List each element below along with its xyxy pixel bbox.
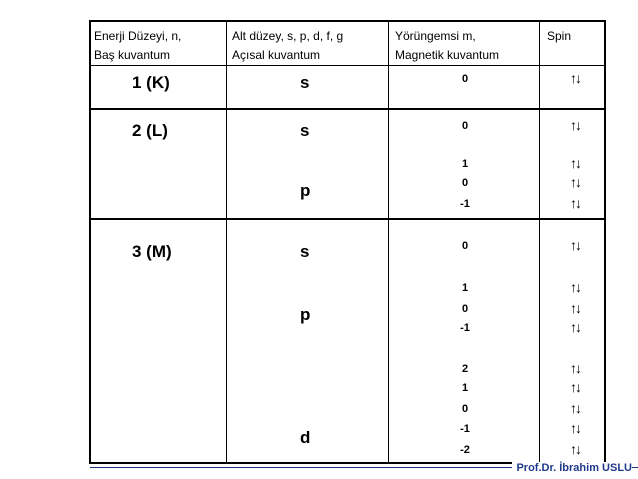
author-footer: Prof.Dr. İbrahim USLU bbox=[512, 462, 632, 474]
spin-arrows: ↑↓ bbox=[570, 70, 580, 86]
header-line: Baş kuvantum bbox=[94, 48, 171, 62]
spin-arrows: ↑↓ bbox=[570, 400, 580, 416]
m-value: 0 bbox=[461, 240, 469, 252]
m-value: 2 bbox=[461, 363, 469, 375]
m-value: 0 bbox=[461, 177, 469, 189]
spin-arrows: ↑↓ bbox=[570, 441, 580, 457]
m-value: 0 bbox=[461, 120, 469, 132]
header-line: Spin bbox=[547, 29, 572, 43]
column-divider bbox=[226, 22, 227, 462]
column-divider bbox=[539, 22, 540, 462]
spin-arrows: ↑↓ bbox=[570, 174, 580, 190]
energy-level-label: 3 (M) bbox=[132, 242, 172, 261]
header-cell-sublevel bbox=[232, 27, 343, 65]
sublevel-label: p bbox=[300, 181, 311, 200]
spin-arrows: ↑↓ bbox=[570, 319, 580, 335]
m-value: -2 bbox=[460, 444, 470, 456]
header-line: Açısal kuvantum bbox=[232, 48, 321, 62]
energy-level-label: 2 (L) bbox=[132, 121, 168, 140]
spin-arrows: ↑↓ bbox=[570, 300, 580, 316]
m-value: 1 bbox=[461, 382, 469, 394]
header-line: Alt düzey, s, p, d, f, g bbox=[232, 29, 344, 43]
header-cell-orbital-m bbox=[395, 27, 499, 65]
sublevel-label: d bbox=[300, 428, 311, 447]
spin-arrows: ↑↓ bbox=[570, 155, 580, 171]
m-value: 1 bbox=[461, 282, 469, 294]
header-divider bbox=[91, 65, 604, 66]
sublevel-label: s bbox=[300, 242, 310, 261]
spin-arrows: ↑↓ bbox=[570, 117, 580, 133]
quantum-numbers-table bbox=[89, 20, 606, 464]
m-value: 1 bbox=[461, 158, 469, 170]
header-cell-energy-level bbox=[94, 27, 181, 65]
m-value: 0 bbox=[461, 303, 469, 315]
column-divider bbox=[388, 22, 389, 462]
header-cell-spin bbox=[547, 27, 571, 46]
header-line: Magnetik kuvantum bbox=[395, 48, 500, 62]
sublevel-label: p bbox=[300, 305, 311, 324]
spin-arrows: ↑↓ bbox=[570, 195, 580, 211]
m-value: 0 bbox=[461, 73, 469, 85]
m-value: -1 bbox=[460, 198, 470, 210]
sublevel-label: s bbox=[300, 121, 310, 140]
header-line: Yörüngemsi m, bbox=[395, 29, 476, 43]
spin-arrows: ↑↓ bbox=[570, 360, 580, 376]
sublevel-label: s bbox=[300, 73, 310, 92]
m-value: -1 bbox=[460, 322, 470, 334]
spin-arrows: ↑↓ bbox=[570, 379, 580, 395]
spin-arrows: ↑↓ bbox=[570, 420, 580, 436]
spin-arrows: ↑↓ bbox=[570, 237, 580, 253]
m-value: 0 bbox=[461, 403, 469, 415]
row-divider bbox=[91, 108, 604, 110]
spin-arrows: ↑↓ bbox=[570, 279, 580, 295]
header-line: Enerji Düzeyi, n, bbox=[94, 29, 182, 43]
energy-level-label: 1 (K) bbox=[132, 73, 170, 92]
m-value: -1 bbox=[460, 423, 470, 435]
row-divider bbox=[91, 218, 604, 220]
